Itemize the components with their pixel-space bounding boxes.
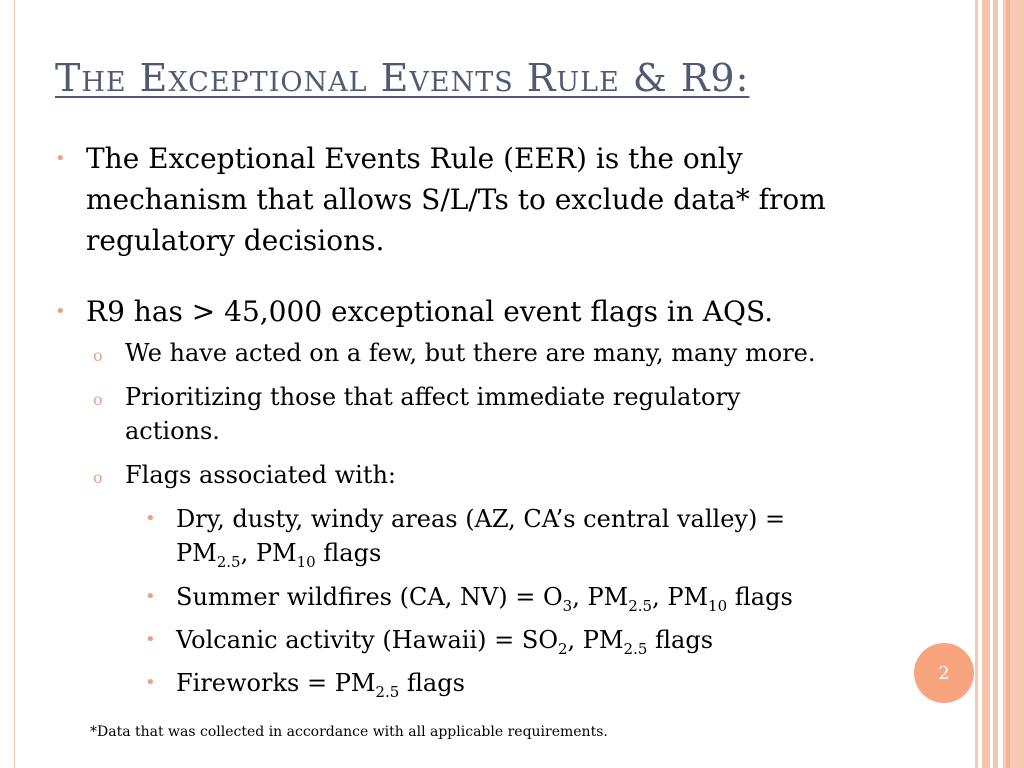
decorative-stripe	[1006, 0, 1010, 768]
bullet-marker: •	[55, 148, 66, 169]
flag-item-volcanic	[55, 623, 935, 657]
flag-item-summer	[55, 580, 935, 614]
subbullet-marker: o	[93, 346, 103, 365]
flag-item-text: Volcanic activity (Hawaii) = $SO_2$, $PM_{2.5}$ flags	[176, 626, 714, 658]
slide-title: The Exceptional Events Rule & R9:	[55, 56, 750, 100]
subbullet-text: We have acted on a few, but there are many, many more.	[125, 339, 816, 367]
flag-item-dry	[55, 502, 935, 570]
bullet-marker: •	[55, 301, 66, 322]
subbullet-text: Flags associated with:	[125, 461, 397, 489]
flag-item-text: Dry, dusty, windy areas (AZ, CA’s central valley) =	[176, 505, 786, 533]
subbullet-marker: o	[93, 468, 103, 487]
left-border-line	[14, 0, 15, 768]
flag-item-marker: •	[145, 508, 156, 529]
page-number-badge	[914, 643, 974, 703]
bullet-text: R9 has > 45,000 exceptional event flags in AQS.	[86, 295, 774, 328]
subbullet-acted	[55, 336, 935, 370]
flag-item-marker: •	[145, 586, 156, 607]
flag-item-text: $PM_{2.5}$, $PM_{10}$ flags	[176, 539, 382, 571]
decorative-stripe	[993, 0, 998, 768]
bullet-text: The Exceptional Events Rule (EER) is the only	[86, 142, 743, 175]
flag-item-marker: •	[145, 629, 156, 650]
flag-item-marker: •	[145, 672, 156, 693]
flag-item-text: Summer wildfires (CA, $NV) = O_3$, $PM_{2.5}$, $PM_{10}$ flags	[176, 583, 793, 615]
bullet-eer	[55, 138, 935, 261]
flag-item-text: Fireworks = $PM_{2.5}$ flags	[176, 669, 465, 701]
bullet-text: regulatory decisions.	[86, 224, 385, 257]
page-number: 2	[938, 662, 950, 684]
bullet-text: mechanism that allows S/L/Ts to exclude data* from	[86, 183, 826, 216]
subbullet-prioritizing	[55, 380, 935, 448]
decorative-stripe	[975, 0, 978, 768]
slide-body	[55, 138, 935, 700]
decorative-stripe	[982, 0, 990, 768]
subbullet-text: actions.	[125, 417, 220, 445]
flag-item-fireworks	[55, 666, 935, 700]
bullet-r9-flags	[55, 291, 935, 332]
subbullet-text: Prioritizing those that affect immediate regulatory	[125, 383, 741, 411]
subbullet-marker: o	[93, 390, 103, 409]
subbullet-flags-associated	[55, 458, 935, 492]
footnote: *Data that was collected in accordance with all applicable requirements.	[90, 724, 608, 740]
